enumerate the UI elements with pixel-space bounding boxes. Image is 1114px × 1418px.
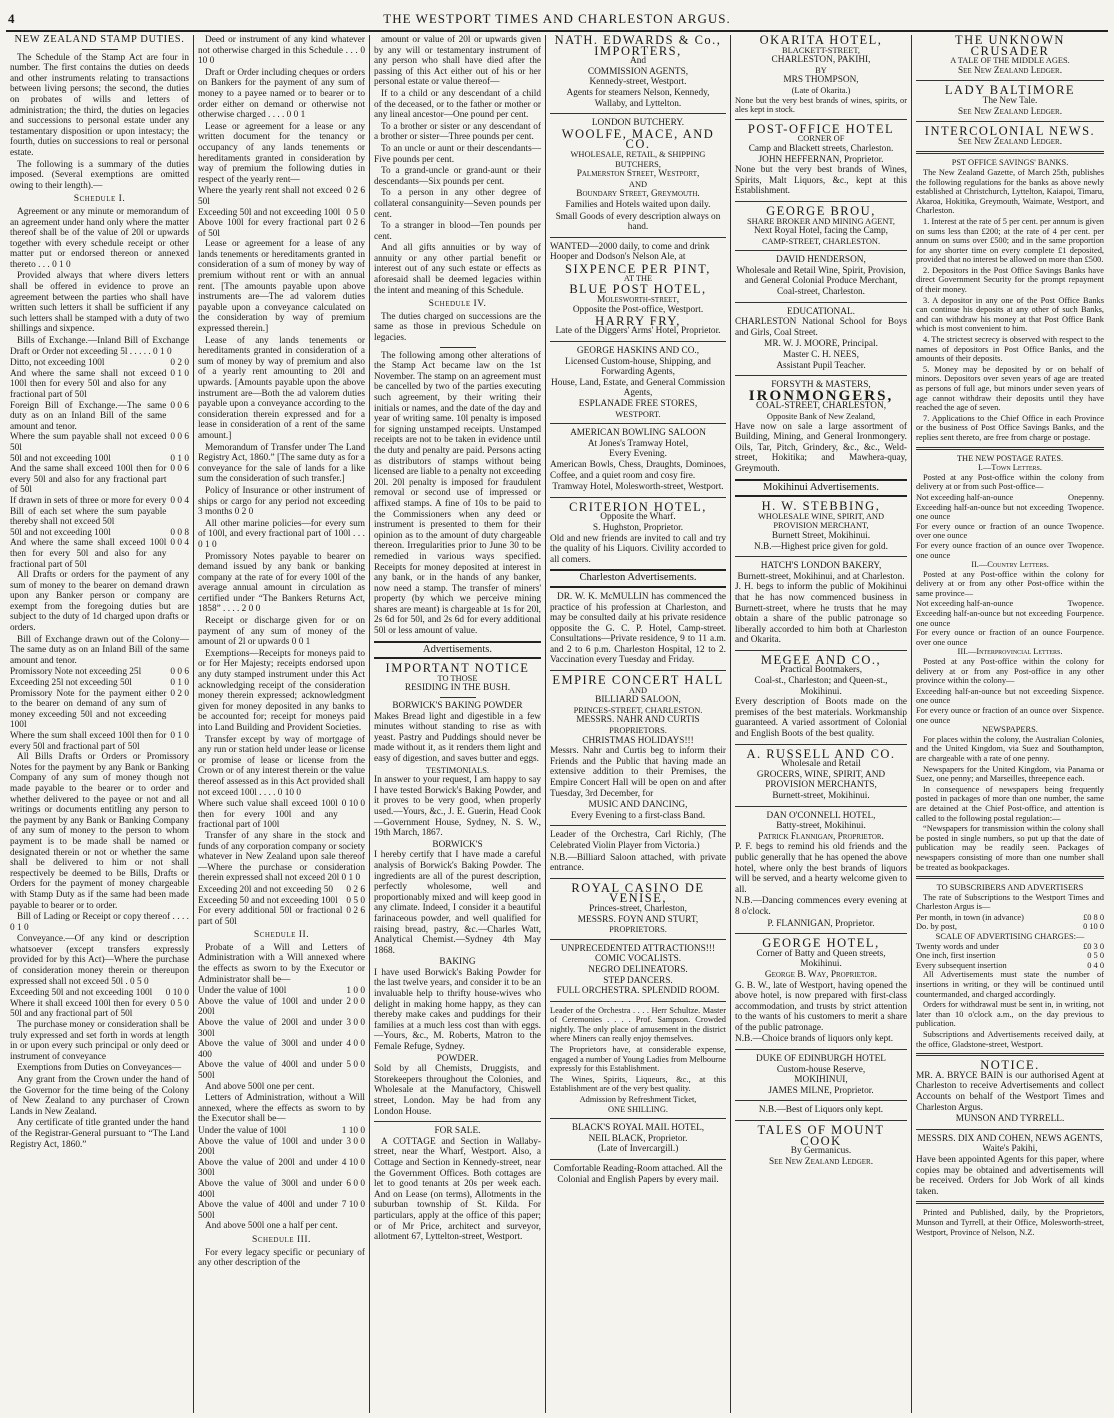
paragraph: The following is a summary of the duties imposed. (Several exemptions are omitted owing to their length).— — [10, 159, 189, 191]
fee-row: Above 100l for every fractional part of 50l 0 2 6 — [198, 218, 365, 239]
fee-row: Every subsequent insertion 0 4 0 — [916, 960, 1104, 970]
advert-important-notice: IMPORTANT NOTICE TO THOSE RESIDING IN THE BUSH. — [374, 663, 541, 698]
schedule-heading: Schedule IV. — [428, 298, 487, 310]
advert-stebbing: H. W. STEBBING, WHOLESALE WINE, SPIRIT, AND PROVISION MERCHANT, Burnett Street, Mokihinui. N.B.—Highest price given for gold. — [753, 499, 888, 552]
advert-henderson: DAVID HENDERSON, Wholesale and Retail Wine, Spirit, Provision, and General Colonial Produce Merchant, Coal-street, Charleston. — [736, 255, 906, 298]
fee-row: Twenty words and under £0 3 0 — [916, 941, 1104, 951]
fee-row: Above the value of 300l and under 400l 6 0 0 — [198, 1178, 365, 1200]
paragraph: Promissory Notes payable to bearer on demand issued by any bank or banking company at the rate of for every 100l of the average annual amount in circulation as certified under “The Bankers Returns Act, 1858” . . . . 2 0 0 — [198, 551, 365, 615]
paragraph: All Drafts or orders for the payment of any sum of money to the bearer on demand drawn upon any Banker person or company are exempt from the foregoing duties but are subject to the duty of 1d charged upon drafts or orders. — [10, 570, 189, 634]
fee-row: For every additional 50l or fractional part of 50l 0 2 6 — [198, 906, 365, 927]
fee-row: Where such value shall exceed 100l then for every 100l and any fractional part of 100l 0 10 0 — [198, 799, 365, 831]
paragraph: Bill of Lading or Receipt or copy thereof . . . . 0 1 0 — [10, 912, 189, 933]
advert-lady-baltimore: LADY BALTIMORE The New Tale. See New Zealand Ledger. — [944, 83, 1076, 117]
paragraph: Any grant from the Crown under the hand of the Governor for the time being of the Colony of New Zealand to any purchaser of Crown Lands in New Zealand. — [10, 1075, 189, 1117]
advert-ironmongers: FORSYTH & MASTERS, IRONMONGERS, COAL-STREET, CHARLESTON, Opposite Bank of New Zealand, Have now on sale a large assortment of Building, Mining, and General Ironmongery. Oils, Tar, Pitch, Grindery, &c., &c., Weld-street, Hokitika; and Mawhera-quay, Greymouth. — [735, 380, 907, 474]
advert-okarita: OKARITA HOTEL, BLACKETT-STREET, CHARLESTON, PAKIHI, BY MRS THOMPSON, (Late of Okarita.) None but the very best brands of wines, spirits, or ales kept in stock. — [735, 35, 907, 115]
section-heading: Advertisements. — [374, 641, 541, 660]
advert-brou: GEORGE BROU, SHARE BROKER AND MINING AGENT, Next Royal Hotel, facing the Camp, CAMP-STREET, CHARLESTON. — [746, 203, 896, 246]
fee-row: Do. by post, 0 10 0 — [916, 922, 1104, 932]
fee-row: Where the yearly rent shall not exceed 50l 0 2 6 — [198, 186, 365, 207]
article-title: NEW ZEALAND STAMP DUTIES. — [14, 35, 185, 45]
fee-row: And where the same shall not exceed 100l then for every 50l and also for any fractional part of 50l 0 1 0 — [10, 368, 189, 400]
advert-haskins: GEORGE HASKINS AND CO., Licensed Custom-house, Shipping, and Forwarding Agents, House, Land, Estate, and General Commission Agents, ESPLANADE FREE STORES, WESTPORT. — [550, 346, 726, 419]
advert-butchery: LONDON BUTCHERY. WOOLFE, MACE, AND CO. WHOLESALE, RETAIL, & SHIPPING BUTCHERS, Palmerston Street, Westport, AND Boundary Street, Greymouth. Families and Hotels waited upon daily. Small Goods of every description always on hand. — [555, 118, 721, 233]
fee-row: Above the value of 100l and under 200l 2 0 0 — [198, 996, 365, 1018]
paragraph: To a grand-uncle or grand-aunt or their descendants—Six pounds per cent. — [374, 166, 541, 187]
divider — [82, 49, 118, 50]
fee-row: Where the sum payable shall not exceed 50l 0 0 6 — [10, 432, 189, 453]
divider — [440, 347, 476, 348]
page-number: 4 — [8, 11, 16, 26]
fee-row: Above the value of 200l and under 300l 3 0 0 — [198, 1018, 365, 1039]
paragraph: To a stranger in blood—Ten pounds per cent. — [374, 221, 541, 242]
advert-dan-oconnell: DAN O'CONNELL HOTEL, Batty-street, Mokihinui. Patrick Flannigan, Proprietor. P. F. begs to remind his old friends and the public generally that he has opened the above hotel, where only the best brands of liquors will be served, and a hearty welcome given to all. N.B.—Dancing commences every evening at 8 o'clock. P. FLANNIGAN, Proprietor. — [735, 810, 907, 929]
paragraph: amount or value of 20l or upwards given by any will or testamentary instrument of any person who shall have died after the passing of this Act either out of his or her personal estate or value thereof— — [374, 35, 541, 88]
paragraph: The Schedule of the Stamp Act are four in number. The first contains the duties on deeds and other instruments relating to transactions between living persons; the second, the duties on probates of wills and letters of administration; the third, the duties on legacies and successions to personal estate under any testamentary disposition or upon intestacy; the fourth, duties on successions to real or personal estate. — [10, 52, 189, 158]
paragraph: The following among other alterations of the Stamp Act became law on the 1st November. The stamp on an agreement must be cancelled by two of the parties executing such agreement, by their writing their initials or names, and the date of the day and year of writing same. 10l penalty is imposed for signing unstamped receipts. Unstamped receipts are not to be taken in evidence until the duty and penalty are paid. Persons acting as distributors of stamps without being licensed are liable to a penalty not exceeding 20l. 20l penalty is imposed for fraudulent removal or second use of impressed or affixed stamps. A fine of 10s to be paid to the Commissioners when any deed or instrument is presented to them for their opinion as to the amount of duty chargeable thereon. Irregularities prior to June 30 to be remedied in various ways specified. Receipts for money deposited at interest in any bank, or in the hands of any banker, now need a stamp. The transfer of miners' property (by which we perceive mining shares are meant) is chargeable at 1s for 20l, 2s 6d for 50l, and 2s 6d for every additional 50l or less amount of value. — [374, 350, 542, 637]
paragraph: The purchase money or consideration shall be truly expressed and set forth in words at length in or upon every such principal or only deed or instrument of conveyance — [10, 1020, 189, 1062]
advert-george-hotel: GEORGE HOTEL, Corner of Batty and Queen streets, Mokihinui. George B. Way, Proprietor. G. B. W., late of Westport, having opened the above hotel, is now prepared with first-class accommodation, and trusts by strict attention to the wants of his customers to merit a share of the public patronage. N.B.—Choice brands of liquors only kept. — [735, 936, 907, 1045]
advert-criterion: CRITERION HOTEL, Opposite the Wharf. S. Hughston, Proprietor. Old and new friends are invited to call and try the quality of his Liquors. Civility accorded to all comers. — [550, 499, 726, 565]
paragraph: Bill of Exchange drawn out of the Colony—The same duty as on an Inland Bill of the same amount and tenor. — [10, 634, 189, 666]
advert-mcmullin: DR. W. K. McMULLIN has commenced the practice of his profession at Charleston, and may be consulted daily at his private residence opposite the G. C. P. Hotel, Camp-street. Consultations—Private residence, 9 to 11 a.m. and 2 to 6 p.m. Charleston Hospital, 12 to 2. Vaccination every Tuesday and Friday. — [550, 591, 726, 666]
column-5 — [731, 35, 912, 1413]
fee-row: Ditto, not exceeding 100l 0 2 0 — [10, 358, 189, 369]
postage-rates: THE NEW POSTAGE RATES. I.—Town Letters. Posted at any Post-office within the colony from delivery at or from such Post-office— Not exceeding half-an-ounce Onepenny. Exceeding half-an-ounce but not exceeding one ounce Twopence. For every ounce or fraction of an ounce over one ounce Twopence. For every ounce fraction of an ounce over one ounce Twopence. II.—Country Letters. Posted at any Post-office within the colony for delivery at or from any other Post-office within the same province— Not exceeding half-an-ounce Twopence. Exceeding half-an-ounce but not exceeding one ounce Fourpence. For every ounce or fraction of an ounce over one ounce Fourpence. III.—Interprovincial Letters. Posted at any Post-office within the colony for delivery at or from any Post-office in any other province within the colony— Exceeding half-an-ounce but not exceeding one ounce Sixpence. For every ounce or fraction of an ounce over one ounce Sixpence. NEWSPAPERS. For places within the colony, the Australian Colonies, and the United Kingdom, via Suez and Southampton, are chargeable with a rate of one penny. Newspapers for the United Kingdom, via Panama or Suez, one penny; and Marseilles, threepence each. In consequence of newspapers being frequently posted in packages of more than one number, the same are detained at the Chief Post-office, and attention is called to the following postal regulation:— “Newspapers for transmission within the colony shall be posted in single numbers, so put up that the date of publication may be readily seen. Packages of newspapers consisting of more than one number shall be treated as bookpackages. — [916, 453, 1104, 872]
advert-bowling: AMERICAN BOWLING SALOON At Jones's Tramway Hotel, Every Evening. American Bowls, Chess, Draughts, Dominoes, Coffee, and a quiet room and cosy fire. Tramway Hotel, Molesworth-street, Westport. — [550, 428, 726, 493]
advert-blue-post: WANTED—2000 daily, to come and drink Hooper and Dodson's Nelson Ale, at SIXPENCE PER PINT, AT THE BLUE POST HOTEL, Molesworth-street, Opposite the Post-office, Westport. HARRY FRY, Late of the Diggers' Arms' Hotel, Proprietor. — [550, 241, 721, 337]
paragraph: Receipt or discharge given for or on payment of any sum of money of the amount of 2l or upwards 0 0 1 — [198, 616, 365, 648]
paragraph: To a person in any other degree of collateral consanguinity—Seven pounds per cent. — [374, 188, 541, 220]
fee-row: Foreign Bill of Exchange.—The same duty as on an Inland Bill of the same amount and tenor. 0 0 6 — [10, 400, 189, 432]
fee-row: Above the value of 100l and under 200l 3 0 0 — [198, 1136, 365, 1158]
advert-russell: A. RUSSELL AND CO. Wholesale and Retail GROCERS, WINE, SPIRIT, AND PROVISION MERCHANTS, Burnett-street, Mokihinui. — [746, 746, 896, 801]
paragraph: Any certificate of title granted under the hand of the Registrar-General pursuant to “The Land Registry Act, 1860.” — [10, 1118, 189, 1150]
column-4 — [546, 35, 731, 1413]
column-1 — [6, 35, 194, 1413]
fee-row: Above the value of 200l and under 300l 4 10 0 — [198, 1157, 365, 1179]
paragraph: Letters of Administration, without a Will annexed, where the effects as sworn to by the Executor shall be— — [198, 1093, 365, 1125]
columns — [6, 35, 1108, 1413]
advert-for-sale: A COTTAGE and Section in Wallaby-street, near the Wharf, Westport. Also, a Cottage and Section in Kennedy-street, near the Government Offices. Both cottages are let to good tenants at 20s per week each. And on Lease (on terms), Allotments in the suburban township of St. Kilda. For particulars, apply at the office of this paper; or of Mr Price, architect and surveyor, allotment 67, Lyttelton-street, Westport. — [374, 1136, 541, 1243]
paragraph: Transfer of any share in the stock and funds of any corporation company or society whatever in New Zealand upon sale thereof—Where the purchase or consideration therein expressed shall not exceed 20l 0 1 0 — [198, 830, 365, 884]
paragraph: Exemptions from Duties on Conveyances— — [17, 1063, 182, 1074]
paragraph: Exemptions—Receipts for moneys paid to or for Her Majesty; receipts endorsed upon any duty stamped instrument under this Act acknowledging receipt of the consideration money therein expressed; acknowledgment given for money deposited in any banks to be accounted for; receipt for moneys paid into Land Building and Provident Societies. — [198, 648, 365, 733]
column-6 — [912, 35, 1108, 1413]
fee-row: Exceeding 50 and not exceeding 100l 0 5 0 — [198, 895, 365, 906]
advert-dix-cohen: MESSRS. DIX AND COHEN, NEWS AGENTS, Waite's Pakihi, Have been appointed Agents for this paper, where copies may be obtained and advertisements will be received. Orders for Job Work of all kinds taken. — [916, 1133, 1104, 1197]
fee-row: Not exceeding half-an-ounce Twopence. — [916, 599, 1104, 609]
fee-row: Exceeding 20l and not exceeding 50 0 2 6 — [198, 884, 365, 895]
column-3 — [370, 35, 546, 1413]
fee-row: For every ounce fraction of an ounce over one ounce Twopence. — [916, 540, 1104, 560]
paragraph: Lease of any lands tenements or hereditaments granted in consideration of a sum of money by way of premium and also of a yearly rent amounting to 20l and upwards. [Amounts payable upon the above instrument are—Both the ad valorem duties payable upon a conveyance according to the consideration therein expressed and for a lease in consideration of a rent of the same amount.] — [198, 335, 365, 441]
fee-row: Per month, in town (in advance) £0 8 0 — [916, 912, 1104, 922]
paragraph: Policy of Insurance or other instrument of ships or cargo for any period not exceeding 3 months 0 2 0 — [198, 485, 365, 518]
paragraph: Conveyance.—Of any kind or description whatsoever (except transfers expressly provided for by this Act)—Where the purchase of consideration money therein or thereupon expressed shall not exceed 50l . 0 5 0 — [10, 934, 189, 987]
fee-row: 50l and not exceeding 100l 0 0 8 — [10, 527, 189, 538]
paragraph: If to a child or any descendant of a child of the deceased, or to the father or mother or any lineal ancestor—One pound per cent. — [374, 88, 541, 121]
paragraph: To a brother or sister or any descendant of a brother or sister—Three pounds per cent. — [374, 121, 541, 143]
fee-row: Under the value of 100l 1 10 0 — [198, 1125, 365, 1136]
advert-megee: MEGEE AND CO., Practical Bootmakers, Coal-st., Charleston; and Queen-st., Mokihinui. Every description of Boots made on the premises of the best materials. Workmanship guaranteed. A varied assortment of Colonial and English Boots of the best quality. — [735, 652, 907, 740]
paragraph: Transfer except by way of mortgage of any run or station held under lease or license or promise of lease or license from the Crown or of any interest therein or the value thereof assessed as in this Act provided shall not exceed 100l . . . . 0 10 0 — [198, 734, 365, 798]
fee-row: Above the value of 400l and under 500l 5 0 0 — [198, 1060, 365, 1081]
subscribers-notice: TO SUBSCRIBERS AND ADVERTISERS The rate of Subscriptions to the Westport Times and Charleston Argus is— Per month, in town (in advance) £0 8 0 Do. by post, 0 10 0 SCALE OF ADVERTISING CHARGES:— Twenty words and under £0 3 0 One inch, first insertion 0 5 0 Every subsequent insertion 0 4 0 All Advertisements must state the number of insertions in writing, or they will be continued until countermanded, and charged accordingly. Orders for withdrawal must be sent in, in writing, not later than 10 o'clock a.m., on the day previous to publication. Subscriptions and Advertisements received daily, at the office, Gladstone-street, Westport. — [916, 883, 1104, 1049]
column-2 — [194, 35, 370, 1413]
fee-row: Exceeding 50l and not exceeding 100l 0 5 0 — [198, 207, 365, 218]
paragraph: And above 500l one a half per cent. — [205, 1221, 338, 1232]
fee-row: Not exceeding half-an-ounce Onepenny. — [916, 492, 1104, 502]
paragraph: All Bills Drafts or Orders or Promissory Notes for the payment by any Bank or Banking Company of any sum of money though not made payable to the bearer or to order and whether delivered to the payee or not and all writings or documents entitling any person to the payment by any Bank or Banking Company of any sum of money to the person to whom payment is to be made shall be named or designated therein or not or whether the same shall be delivered to him or not shall respectively be deemed to be Bills, Drafts or Orders for the payment of money chargeable with Stamp Duty as if the same had been made payable to bearer or to order. — [10, 752, 189, 911]
fee-row: And where the same shall exceed 100l then for every 50l and also for any fractional part of 50l 0 0 4 — [10, 538, 189, 570]
advert-title: IMPORTANT NOTICE — [385, 661, 530, 676]
fee-row: Exceeding half-an-ounce but not exceeding one ounce Sixpence. — [916, 686, 1104, 706]
paragraph: Provided always that where divers letters shall be offered in evidence to prove an agreement between the parties who shall have written such letters it shall be sufficient if any such letters shall be stamped with a duty of two shillings and sixpence. — [10, 271, 189, 335]
schedule-heading: Schedule III. — [252, 1233, 311, 1245]
advert-royal-casino: ROYAL CASINO DE VENISE, Princes-street, Charleston, MESSRS. FOYN AND STURT, PROPRIETORS. UNPRECEDENTED ATTRACTIONS!!! COMIC VOCALISTS. NEGRO DELINEATORS. STEP DANCERS. FULL ORCHESTRA. SPLENDID ROOM. Leader of the Orchestra . . . . Herr Schultze. Master of Ceremonies . . . . Prof. Sampson. Crowded nightly. The only place of amusement in the district where Miners can really enjoy themselves. The Proprietors have, at considerable expense, engaged a number of Young Ladies from Melbourne expressly for this Establishment. The Wines, Spirits, Liqueurs, &c., at this Establishment are of the very best quality. Admission by Refreshment Ticket, ONE SHILLING. — [550, 880, 726, 1114]
advert-blacks-hotel: BLACK'S ROYAL MAIL HOTEL, NEIL BLACK, Proprietor. (Late of Invercargill.) Comfortable Reading-Room attached. All the Colonial and English Papers by every mail. — [550, 1123, 726, 1185]
fee-row: Exceeding half-an-ounce but not exceeding one ounce Twopence. — [916, 502, 1104, 522]
advert-post-office-hotel: POST-OFFICE HOTEL CORNER OF Camp and Blackett streets, Charleston. JOHN HEFFERNAN, Proprietor. None but the very best brands of Wines, Spirits, Malt Liquors, &c., kept at this Establishment. — [735, 121, 907, 197]
paragraph: Bills of Exchange.—Inland Bill of Exchange Draft or Order not exceeding 5l . . . . . 0 1 0 — [10, 336, 189, 357]
fee-row: Exceeding 25l not exceeding 50l 0 1 0 — [10, 678, 189, 689]
paragraph: Deed or instrument of any kind whatever not otherwise charged in this Schedule . . . 0 10 0 — [198, 35, 365, 67]
paragraph: Lease or agreement for a lease of any lands tenements or hereditaments granted in consideration of a sum of money by way of premium without rent or with an annual rent. [The amounts payable upon above instruments are—The ad valorem duties payable upon a conveyance calculated on the consideration by way of premium expressed therein.] — [198, 239, 365, 335]
advert-educational: EDUCATIONAL. CHARLESTON National School for Boys and Girls, Coal Street. MR. W. J. MOORE, Principal. Master C. H. NEES, Assistant Pupil Teacher. — [735, 306, 907, 371]
schedule-heading: Schedule II. — [253, 929, 310, 941]
schedule-heading: Schedule I. — [73, 193, 126, 205]
paragraph: And all gifts annuities or by way of annuity or any other partial benefit or interest out of any such estate or effects as aforesaid shall be deemed legacies within the intent and meaning of this Schedule. — [374, 243, 541, 296]
fee-row: Where the sum shall exceed 100l then for every 50l and fractional part of 50l 0 1 0 — [10, 731, 189, 752]
fee-row: For every ounce or fraction of an ounce over one ounce Sixpence. — [916, 706, 1104, 725]
paragraph: For every legacy specific or pecuniary of any other description of the — [198, 1247, 365, 1269]
paragraph: The duties charged on successions are the same as those in previous Schedule on legacies. — [374, 311, 541, 344]
fee-row: Promissory Note for the payment either to the bearer on demand of any sum of money exceeding 50l and not exceeding 100l 0 2 0 — [10, 688, 189, 731]
advert-tales-mount-cook: TALES OF MOUNT COOK By Germanicus. See New Zealand Ledger. — [757, 1123, 885, 1167]
advert-for-sale-heading: FOR SALE. — [434, 1126, 481, 1137]
section-heading: Charleston Advertisements. — [550, 569, 726, 588]
imprint: Printed and Published, daily, by the Proprietors, Munson and Tyrrell, at their Office, Molesworth-street, Westport, Province of Nelson, N.Z. — [916, 1208, 1104, 1237]
advert-duke-of-edinburgh: DUKE OF EDINBURGH HOTEL Custom-house Reserve, MOKIHINUI, JAMES MILNE, Proprietor. N.B.—Best of Liquors only kept. — [735, 1054, 907, 1116]
paragraph: Draft or Order including cheques or orders on Bankers for the payment of any sum of money to a payee named or to bearer or to order either on demand or otherwise not otherwise charged . . . . 0 0 1 — [198, 67, 365, 121]
paragraph: Memorandum of Transfer under The Land Registry Act, 1860.” [The same duty as for a conveyance for the sale of lands for a like sum the consideration of such transfer.] — [198, 442, 365, 485]
paragraph: Probate of a Will and Letters of Administration with a Will annexed where the effects as sworn to by the Executor or Administrator shall be— — [198, 942, 365, 985]
notice-agent: NOTICE. MR. A. BRYCE BAIN is our authorised Agent at Charleston to receive Advertisements and collect Accounts on behalf of the Westport Times and Charleston Argus. MUNSON AND TYRRELL. — [916, 1058, 1104, 1125]
fee-row: One inch, first insertion 0 5 0 — [916, 951, 1104, 961]
advert-edwards: NATH. EDWARDS & Co., IMPORTERS, And COMMISSION AGENTS, Kennedy-street, Westport. Agents for steamers Nelson, Kennedy, Wallaby, and Lyttelton. — [554, 35, 722, 109]
fee-row: For every ounce or fraction of an ounce over one ounce Fourpence. — [916, 628, 1104, 647]
savings-banks-notice: PST OFFICE SAVINGS' BANKS. The New Zealand Gazette, of March 25th, publishes the following regulations for the banks as above newly established at Christchurch, Lyttelton, Kaiapoi, Timaru, Akaroa, Hokitika, Greymouth, Waimate, Westport, and Charleston. 1. Interest at the rate of 5 per cent. per annum is given on sums less than £200; at the rate of 4 per cent. per annum on sums over £500; and in the same proportion for any shorter time on every complete £1 deposited, provided that no interest be allowed on more than £500. 2. Depositors in the Post Office Savings Banks have direct Government Security for the prompt repayment of their money. 3. A depositor in any one of the Post Office Banks can continue his deposits at any other of such Banks, and can withdraw his money at that Post Office Bank which is most convenient to him. 4. The strictest secrecy is observed with respect to the names of depositors in Post Office Banks, and the amounts of their deposits. 5. Money may be deposited by or on behalf of minors. Depositors over seven years of age are treated as persons of full age, but minors under seven years of age cannot withdraw their deposits until they have reached the age of seven. 7. Applications to the Chief Office in each Province or the business of Post Office Savings Banks, and the replies sent thereto, are free from charge or postage. — [916, 158, 1104, 442]
advert-intercolonial-news: INTERCOLONIAL NEWS. See New Zealand Ledger. — [924, 124, 1096, 147]
fee-row: Above the value of 400l and under 500l 7 10 0 — [198, 1200, 365, 1221]
fee-row: Where it shall exceed 100l then for every 50l and any fractional part of 50l 0 5 0 — [10, 998, 189, 1020]
fee-row: If drawn in sets of three or more for every Bill of each set where the sum payable thereby shall not exceed 50l 0 0 4 — [10, 495, 189, 528]
advert-empire: EMPIRE CONCERT HALL AND BILLIARD SALOON, PRINCES-STREET, CHARLESTON. MESSRS. NAHR AND CURTIS PROPRIETORS. CHRISTMAS HOLIDAYS!!! Messrs. Nahr and Curtis beg to inform their Friends and the Public that having made an extensive addition to their Premises, the Empire Concert Hall will be open on and after Tuesday, 3rd December, for MUSIC AND DANCING, Every Evening to a first-class Band. Leader of the Orchestra, Carl Richly, (The Celebrated Violin Player from Victoria.) N.B.—Billiard Saloon attached, with private entrance. — [550, 673, 726, 874]
fee-row: And the same shall exceed 100l then for every 50l and also for any fractional part of 50l 0 0 6 — [10, 464, 189, 496]
fee-row: For every ounce or fraction of an ounce over one ounce Twopence. — [916, 521, 1104, 541]
fee-row: 50l and not exceeding 100l 0 1 0 — [10, 453, 189, 464]
paragraph: Lease or agreement for a lease or any written document for the tenancy or occupancy of any lands tenements or hereditaments granted in consideration by way of premium the following duties in respect of the yearly rent— — [198, 121, 365, 185]
fee-row: Promissory Note not exceeding 25l 0 0 6 — [10, 667, 189, 678]
masthead — [6, 8, 1108, 32]
fee-row: Above the value of 300l and under 400 4 0 0 — [198, 1039, 365, 1060]
newspaper-title: THE WESTPORT TIMES AND CHARLESTON ARGUS. — [383, 11, 731, 26]
fee-row: Under the value of 100l 1 0 0 — [198, 986, 365, 997]
advert-unknown-crusader: THE UNKNOWN CRUSADER A TALE OF THE MIDDLE AGES. See New Zealand Ledger. — [950, 35, 1070, 76]
advert-borwick: BORWICK'S BAKING POWDER Makes Bread light and digestible in a few minutes without standing to rise as with yeast. Pastry and Puddings should never be made without it, as it renders them light and easy of digestion, and saves butter and eggs. TESTIMONIALS. In answer to your request, I am happy to say I have tested Borwick's Baking Powder, and it proves to be very good, when properly used.—Yours, &c., J. E. Guerin, Head Cook—Government House, Sydney, N. S. W., 19th March, 1867. BORWICK'S I hereby certify that I have made a careful analysis of Borwick's Baking Powder. The ingredients are all of the purest description, perfectly wholesome, well and proportionably mixed and will keep good in any climate. Indeed, I consider it a beautiful farinaceous powder, and well qualified for raising bread, pastry, &c.—Charles Watt, Analytical Chemist.—Sydney 4th May 1868. BAKING I have used Borwick's Baking Powder for the last twelve years, and consider it to be an invaluable help to thrifty house-wives who delight in making home happy, as they can thereby make cakes and puddings for their families at a much less cost than with eggs.—Yours, &c., M. Roberts, Matron to the Female Refuge, Sydney. POWDER. Sold by all Chemists, Druggists, and Storekeepers throughout the Colonies, and Wholesale at the Manufactory, Chiswell street, London. May be had from any London House. — [374, 701, 541, 1117]
fee-row: Exceeding 50l and not exceeding 100l 0 10 0 — [10, 988, 189, 999]
paragraph: All other marine policies—for every sum of 100l, and every fractional part of 100l . . . 0 1 0 — [198, 518, 365, 550]
paragraph: To an uncle or aunt or their descendants—Five pounds per cent. — [374, 143, 541, 165]
section-heading: Mokihinui Advertisements. — [735, 479, 907, 498]
advert-hatch-bakery: HATCH'S LONDON BAKERY, Burnett-street, Mokihinui, and at Charleston. J. H. begs to inform the public of Mokihinui that he has now commenced business in Burnett-street, where he trusts that he may obtain a share of the public patronage so liberally accorded to him both at Charleston and Okarita. — [735, 561, 907, 646]
fee-row: Exceeding half-an-ounce but not exceeding one ounce Fourpence. — [916, 609, 1104, 628]
paragraph: And above 500l one per cent. — [205, 1081, 315, 1092]
paragraph: Agreement or any minute or memorandum of an agreement under hand only where the matter thereof shall be of the value of 20l or upwards together with every schedule receipt or other matter put or endorsed thereon or annexed thereto . . . 0 1 0 — [10, 206, 189, 270]
